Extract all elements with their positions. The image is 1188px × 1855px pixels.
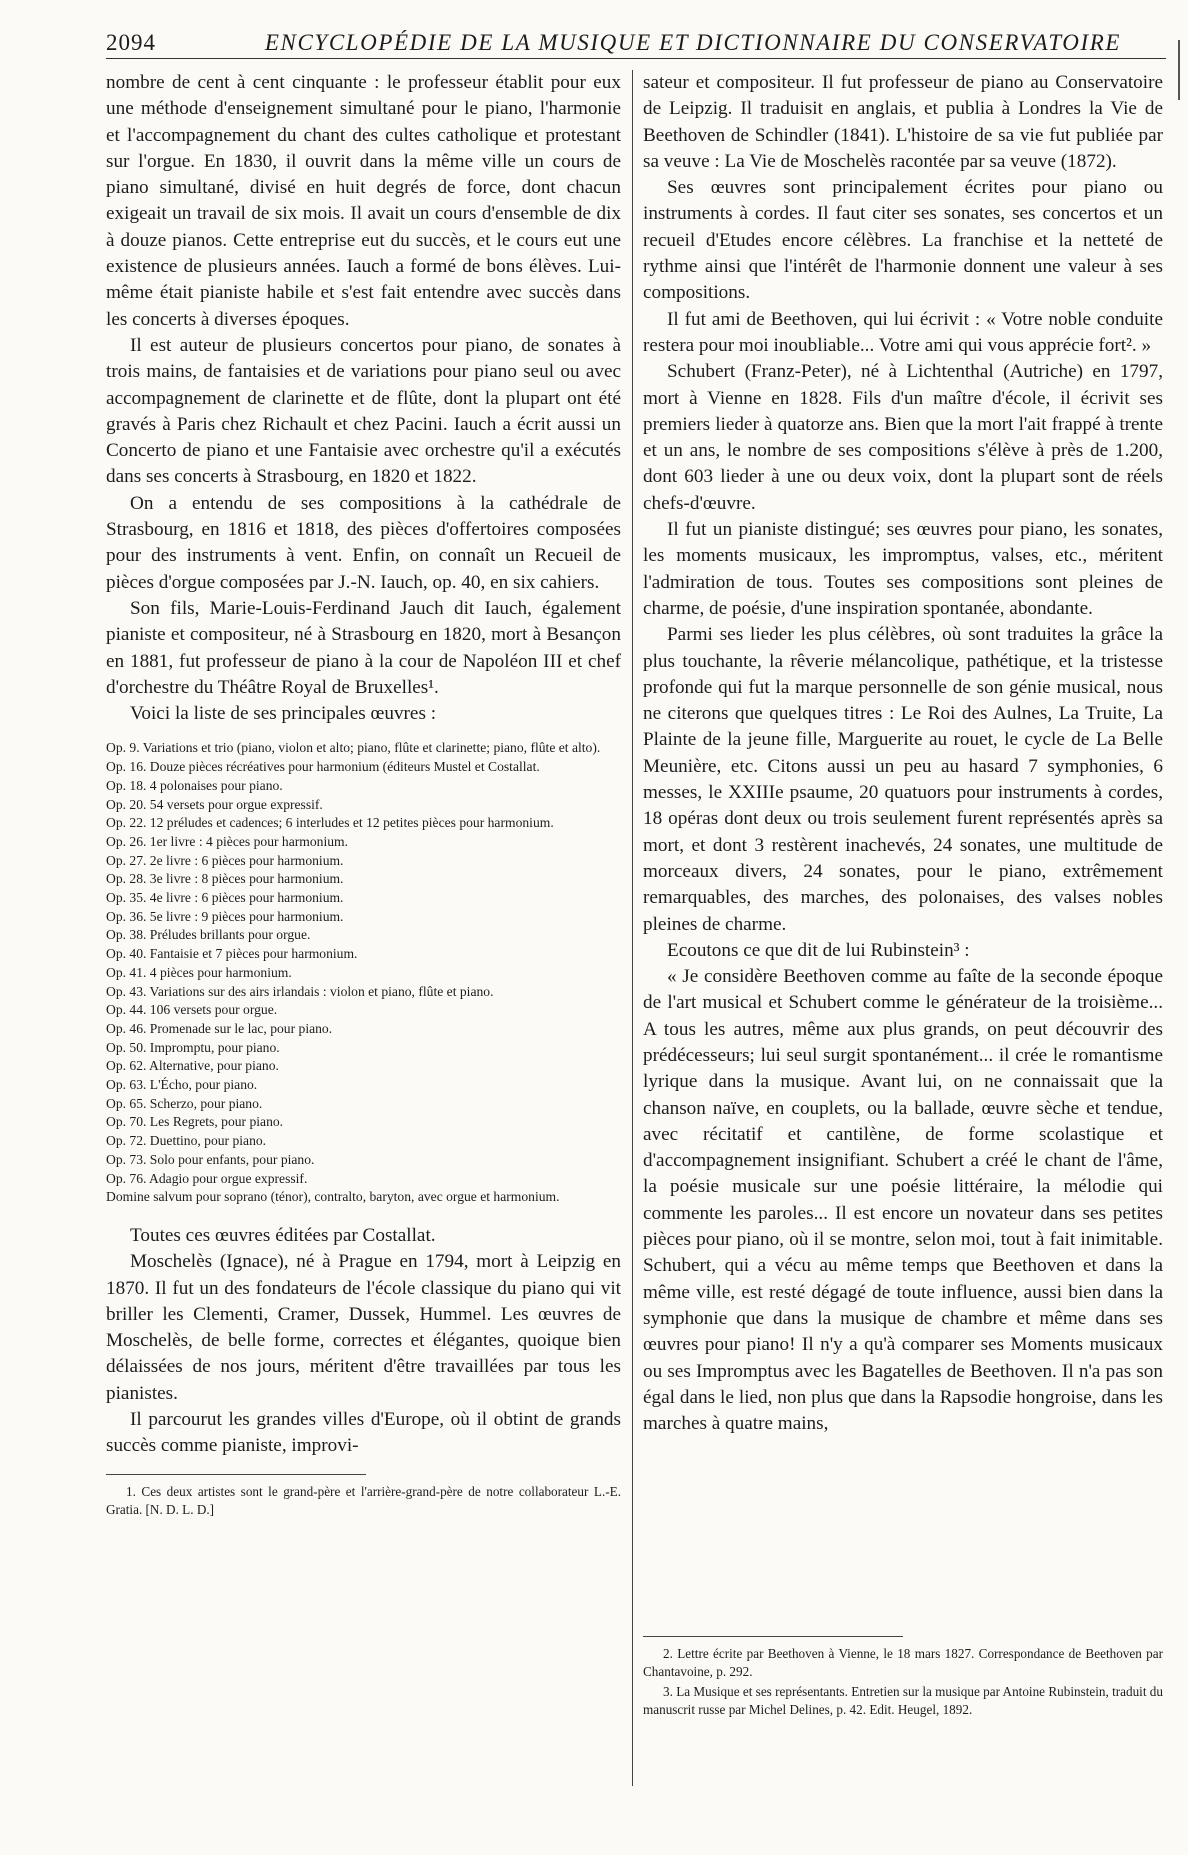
footnote: 3. La Musique et ses représentants. Entretien sur la musique par Antoine Rubinstein, traduit du manuscrit russe par Michel Delines, p. 42. Edit. Heugel, 1892. xyxy=(643,1684,1163,1717)
footnotes-left xyxy=(106,1483,621,1519)
works-list-item: Op. 43. Variations sur des airs irlandais : violon et piano, flûte et piano. xyxy=(106,983,494,999)
works-list-item: Op. 9. Variations et trio (piano, violon et alto; piano, flûte et clarinette; piano, flûte et alto). xyxy=(106,740,601,756)
works-list-item: Op. 20. 54 versets pour orgue expressif. xyxy=(106,796,323,812)
paragraph: Parmi ses lieder les plus célèbres, où sont traduites la grâce la plus touchante, la rêverie mélancolique, pathétique, et la tristesse profonde qui fut la marque personnelle de son génie musical, nous ne citerons que quelques titres : Le Roi des Aulnes, La Truite, La Plainte de la jeune fille, Marguerite au rouet, le cycle de La Belle Meunière, etc. Citons aussi un peu au hasard 7 symphonies, 6 messes, le XXIIIe psaume, 20 quatuors pour instruments à cordes, 18 opéras dont deux ou trois seulement furent représentés après sa mort, et dont 3 restèrent inachevés, 24 sonates, une multitude de morceaux divers, 24 sonates, pour le piano, extrêmement remarquables, des marches, des polonaises, des valses nobles pleines de charme. xyxy=(643,624,1163,935)
works-list-item: Op. 40. Fantaisie et 7 pièces pour harmonium. xyxy=(106,946,358,962)
paragraph: Son fils, Marie-Louis-Ferdinand Jauch dit Iauch, également pianiste et compositeur, né à Strasbourg en 1820, mort à Besançon en 1881, fut professeur de piano à la cour de Napoléon III et chef d'orchestre du Théâtre Royal de Bruxelles¹. xyxy=(106,597,621,698)
works-list-item: Op. 27. 2e livre : 6 pièces pour harmonium. xyxy=(106,852,344,868)
works-list-item: Op. 28. 3e livre : 8 pièces pour harmonium. xyxy=(106,871,344,887)
works-list-item: Op. 36. 5e livre : 9 pièces pour harmonium. xyxy=(106,908,344,924)
paragraph: Il parcourut les grandes villes d'Europe, où il obtint de grands succès comme pianiste, improvi- xyxy=(106,1409,621,1457)
paragraph: Voici la liste de ses principales œuvres : xyxy=(130,703,437,725)
works-list-item: Op. 38. Préludes brillants pour orgue. xyxy=(106,927,311,943)
page-edge-mark xyxy=(1178,40,1180,100)
paragraph: « Je considère Beethoven comme au faîte de la seconde époque de l'art musical et Schubert comme le générateur de la troisième... A tous les autres, même aux plus grands, on peut découvrir des prédécesseurs; lui seul surgit spontanément... il crée le romantisme lyrique dans la musique. Avant lui, on ne connaissait que la chanson naïve, en couplets, ou la ballade, œuvre sèche et tendue, avec récitatif et cantilène, de forme scolastique et d'accompagnement insignifiant. Schubert a créé le chant de l'âme, la poésie musicale sur une poésie littéraire, la mélodie qui commente les paroles... Il est encore un novateur dans ses petites pièces pour piano, où il se montre, selon moi, tout à fait inimitable. Schubert, qui a vécu au même temps que Beethoven et dans la même ville, est resté dégagé de toute influence, aussi bien dans la symphonie que dans la musique de chambre et même dans ses œuvres pour piano! Il n'y a qu'à comparer ses Moments musicaux ou ses Impromptus avec les Bagatelles de Beethoven. Il n'a pas son égal dans le lied, non plus que dans la Rapsodie hongroise, dans les marches à quatre mains, xyxy=(643,966,1163,1435)
paragraph: nombre de cent à cent cinquante : le professeur établit pour eux une méthode d'enseignement simultané pour le piano, l'harmonie et l'accompagnement du chant des cultes catholique et protestant sur l'orgue. En 1830, il ouvrit dans la même ville un cours de piano simultané, divisé en huit degrés de force, dont chacun exigeait un travail de six mois. Il avait un cours d'ensemble de dix à douze pianos. Cette entreprise eut du succès, et le cours eut une existence de plusieurs années. Iauch a formé de bons élèves. Lui-même était pianiste habile et s'est fait entendre avec succès dans les concerts à diverses époques. xyxy=(106,72,621,330)
works-list-item: Op. 46. Promenade sur le lac, pour piano. xyxy=(106,1020,333,1036)
footnote-divider xyxy=(643,1636,903,1637)
works-list-item: Op. 16. Douze pièces récréatives pour harmonium (éditeurs Mustel et Costallat. xyxy=(106,759,540,775)
works-list-item: Op. 65. Scherzo, pour piano. xyxy=(106,1095,263,1111)
works-list-item: Op. 50. Impromptu, pour piano. xyxy=(106,1039,280,1055)
paragraph: Ecoutons ce que dit de lui Rubinstein³ : xyxy=(667,939,970,961)
footnote: 2. Lettre écrite par Beethoven à Vienne, le 18 mars 1827. Correspondance de Beethoven par Chantavoine, p. 292. xyxy=(643,1646,1163,1679)
works-list-item: Op. 22. 12 préludes et cadences; 6 interludes et 12 petites pièces pour harmonium. xyxy=(106,815,554,831)
paragraph: Moschelès (Ignace), né à Prague en 1794, mort à Leipzig en 1870. Il fut un des fondateurs de l'école classique du piano qui vit briller les Clementi, Cramer, Dussek, Hummel. Les œuvres de Moschelès, de belle forme, correctes et élégantes, quoique bien délaissées de nos jours, méritent d'être travaillées par tous les pianistes. xyxy=(106,1251,621,1404)
works-list-item: Op. 26. 1er livre : 4 pièces pour harmonium. xyxy=(106,833,348,849)
works-list-item: Op. 18. 4 polonaises pour piano. xyxy=(106,777,283,793)
works-list-item: Op. 73. Solo pour enfants, pour piano. xyxy=(106,1151,315,1167)
works-list-item: Op. 72. Duettino, pour piano. xyxy=(106,1133,267,1149)
works-list-item: Op. 63. L'Écho, pour piano. xyxy=(106,1077,258,1093)
running-title: ENCYCLOPÉDIE DE LA MUSIQUE ET DICTIONNAIRE DU CONSERVATOIRE xyxy=(264,30,1122,55)
paragraph: On a entendu de ses compositions à la cathédrale de Strasbourg, en 1816 et 1818, des pièces d'offertoires composées pour des instruments à vent. Enfin, on connaît un Recueil de pièces d'orgue composées par J.-N. Iauch, op. 40, en six cahiers. xyxy=(106,492,621,593)
paragraph: Il est auteur de plusieurs concertos pour piano, de sonates à trois mains, de fantaisies et de variations pour piano seul ou avec accompagnement de clarinette et de flûte, dont la plupart ont été gravés à Paris chez Richault et chez Pacini. Iauch a écrit aussi un Concerto de piano et une Fantaisie avec orchestre qu'il a exécutés dans ses concerts à Strasbourg, en 1820 et 1822. xyxy=(106,334,621,488)
paragraph: sateur et compositeur. Il fut professeur de piano au Conservatoire de Leipzig. Il traduisit en anglais, et publia à Londres la Vie de Beethoven de Schindler (1841). L'histoire de sa vie fut publiée par sa veuve : La Vie de Moschelès racontée par sa veuve (1872). xyxy=(643,72,1163,172)
footnotes-right xyxy=(643,1636,1163,1721)
footnote: 1. Ces deux artistes sont le grand-père et l'arrière-grand-père de notre collaborateur L.-E. Gratia. [N. D. L. D.] xyxy=(106,1483,621,1517)
left-column xyxy=(106,70,621,1521)
works-list xyxy=(106,739,621,1207)
right-column xyxy=(643,70,1163,1437)
paragraph: Ses œuvres sont principalement écrites pour piano ou instruments à cordes. Il faut citer ses sonates, ses concertos et un recueil d'Etudes encore célèbres. La franchise et la netteté de rythme ainsi que l'intérêt de l'harmonie donnent une valeur à ses compositions. xyxy=(643,177,1163,304)
works-list-item: Op. 62. Alternative, pour piano. xyxy=(106,1058,279,1074)
works-list-item: Op. 44. 106 versets pour orgue. xyxy=(106,1002,278,1018)
works-list-item: Op. 76. Adagio pour orgue expressif. xyxy=(106,1170,308,1186)
paragraph: Toutes ces œuvres éditées par Costallat. xyxy=(130,1225,436,1246)
works-list-item: Op. 35. 4e livre : 6 pièces pour harmonium. xyxy=(106,890,344,906)
paragraph: Il fut ami de Beethoven, qui lui écrivit : « Votre noble conduite restera pour moi inoubliable... Votre ami qui vous apprécie fort². » xyxy=(643,308,1163,356)
works-list-item: Domine salvum pour soprano (ténor), contralto, baryton, avec orgue et harmonium. xyxy=(106,1189,560,1205)
column-divider xyxy=(632,70,633,1786)
works-list-item: Op. 70. Les Regrets, pour piano. xyxy=(106,1114,284,1130)
page-header xyxy=(106,26,1166,59)
footnote-divider xyxy=(106,1474,366,1475)
paragraph: Il fut un pianiste distingué; ses œuvres pour piano, les sonates, les moments musicaux, les impromptus, valses, etc., méritent l'admiration de tous. Toutes ses compositions sont pleines de charme, de poésie, d'une inspiration spontanée, abondante. xyxy=(643,519,1163,619)
paragraph: Schubert (Franz-Peter), né à Lichtenthal (Autriche) en 1797, mort à Vienne en 1828. Fils d'un maître d'école, il écrivit ses premiers lieder à quatorze ans. Bien que la mort l'ait frappé à trente et un ans, le nombre de ses compositions s'élève à près de 1.200, dont 603 lieder à une ou deux voix, dont la plupart sont de réels chefs-d'œuvre. xyxy=(643,361,1163,514)
page-number: 2094 xyxy=(106,30,156,55)
works-list-item: Op. 41. 4 pièces pour harmonium. xyxy=(106,964,292,980)
